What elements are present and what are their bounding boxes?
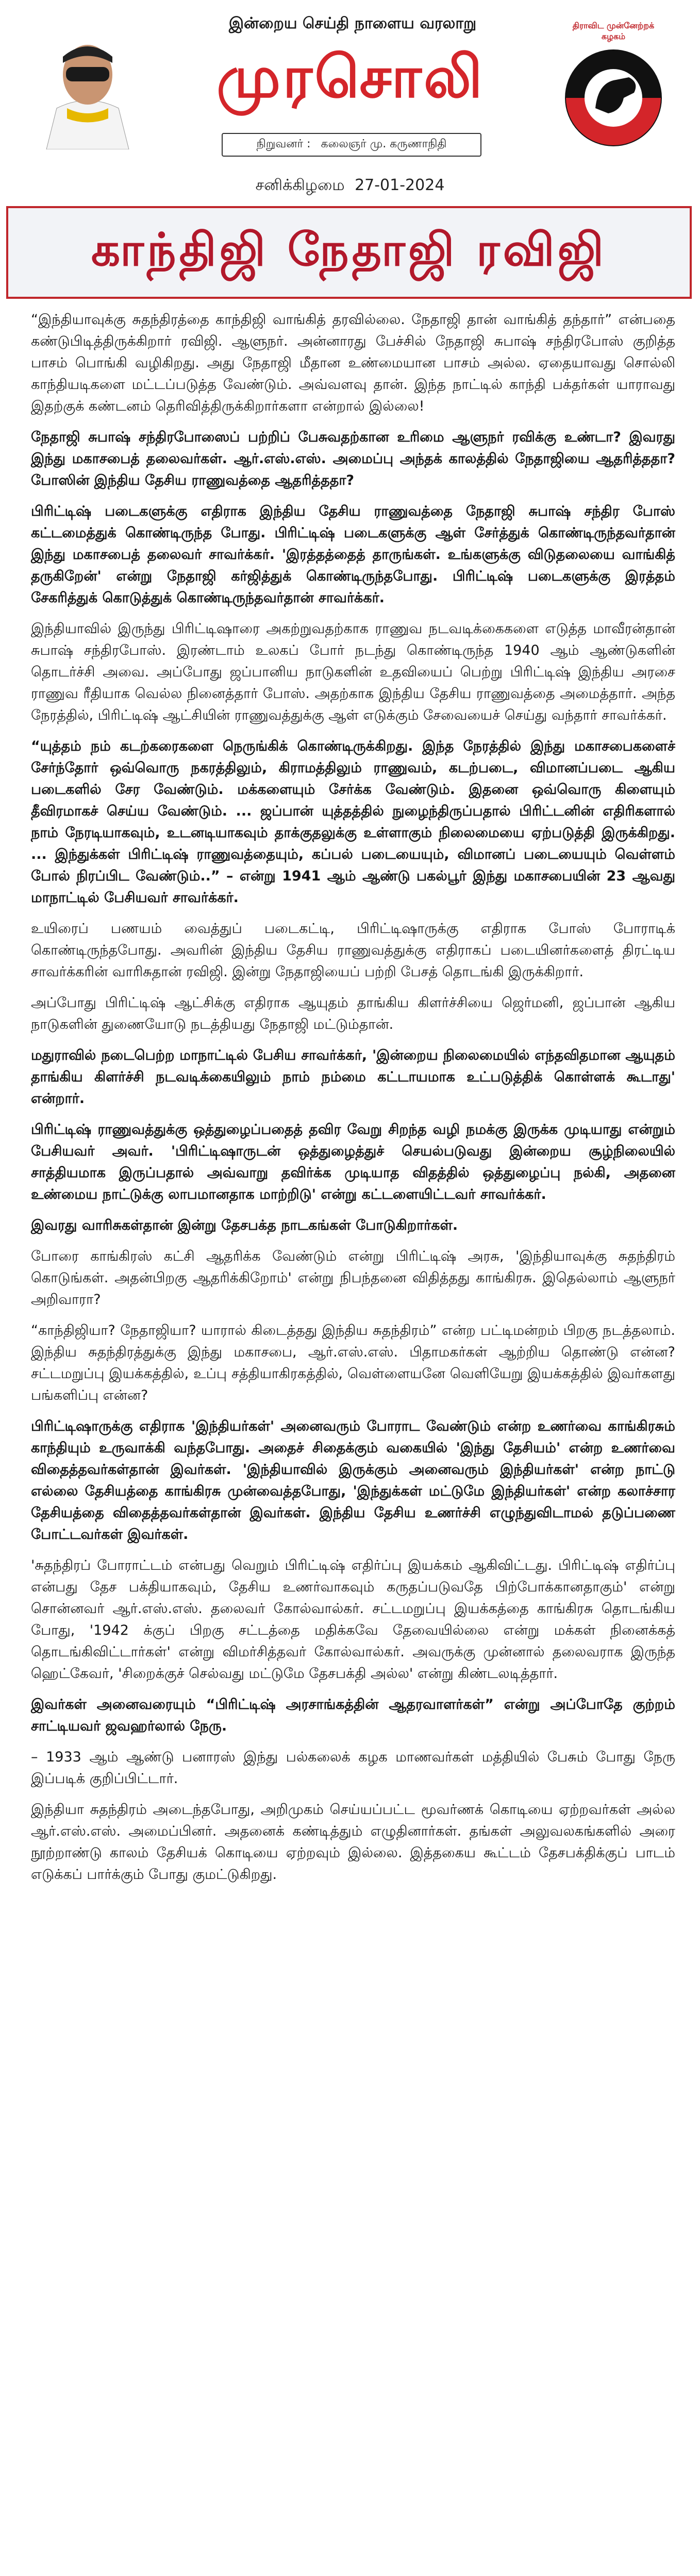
weekday: சனிக்கிழமை — [255, 176, 345, 194]
article-paragraph: “இந்தியாவுக்கு சுதந்திரத்தை காந்திஜி வாங்கித் தரவில்லை. நேதாஜி தான் வாங்கித் தந்தார்” என்பதை கண்டுபிடித்திருக்கிறார் ரவிஜி. ஆளுநர். அன்னாரது பேச்சில் நேதாஜி சுபாஷ் சந்திரபோஸ் குறித்த பாசம் பொங்கி வழிகிறது. அது நேதாஜி மீதான உண்மையான பாசம் அல்ல. ஏதையாவது சொல்லி காந்தியடிகளை மட்டப்படுத்த வேண்டும். அவ்வளவு தான். இந்த நாட்டில் காந்தி பக்தர்கள் யாராவது இதற்குக் கண்டனம் தெரிவித்திருக்கிறார்களா என்றால் இல்லை! — [31, 312, 675, 414]
article-paragraph: அப்போது பிரிட்டிஷ் ஆட்சிக்கு எதிராக ஆயுதம் தாங்கிய கிளர்ச்சியை ஜெர்மனி, ஜப்பான் ஆகிய நாடுகளின் துணையோடு நடத்தியது நேதாஜி மட்டும்தான். — [31, 995, 675, 1032]
emblem-caption: திராவிட முன்னேற்றக் கழகம் — [572, 21, 655, 41]
newspaper-masthead: முரசொலி — [216, 44, 485, 111]
publish-date: 27-01-2024 — [355, 176, 445, 194]
article-paragraph: இந்தியாவில் இருந்து பிரிட்டிஷாரை அகற்றுவதற்காக ராணுவ நடவடிக்கைகளை எடுத்த மாவீரன்தான் சுபாஷ் சந்திரபோஸ். இரண்டாம் உலகப் போர் நடந்து கொண்டிருந்த 1940 ஆம் ஆண்டுகளின் தொடர்ச்சி அவை. அப்போது ஜப்பானிய நாடுகளின் உதவியைப் பெற்று பிரிட்டிஷ் இந்திய அரசை ராணுவ ரீதியாக வெல்ல நினைத்தார் போஸ். அதற்காக இந்திய தேசிய ராணுவத்தை அமைத்தார். அந்த நேரத்தில், பிரிட்டிஷ் ஆட்சியின் ராணுவத்துக்கு ஆள் எடுக்கும் சேவையைச் செய்து வந்தார் சாவர்க்கர். — [31, 621, 675, 723]
article-paragraph: பிரிட்டிஷ் படைகளுக்கு எதிராக இந்திய தேசிய ராணுவத்தை நேதாஜி சுபாஷ் சந்திர போஸ் கட்டமைத்துக் கொண்டிருந்த போது. பிரிட்டிஷ் படைகளுக்கு ஆள் சேர்த்துக் கொண்டிருந்தவர்தான் இந்து மகாசபைத் தலைவர் சாவர்க்கர். 'இரத்தத்தைத் தாருங்கள். உங்களுக்கு விடுதலையை வாங்கித் தருகிறேன்' என்று நேதாஜி கர்ஜித்துக் கொண்டிருந்தபோது. பிரிட்டிஷ் படைகளுக்கு இரத்தம் சேகரித்துக் கொடுத்துக் கொண்டிருந்தவர்தான் சாவர்க்கர். — [31, 503, 675, 606]
newspaper-header — [0, 0, 700, 170]
article-paragraph: நேதாஜி சுபாஷ் சந்திரபோஸைப் பற்றிப் பேசுவதற்கான உரிமை ஆளுநர் ரவிக்கு உண்டா? இவரது இந்து மகாசபைத் தலைவர்கள். ஆர்.எஸ்.எஸ். அமைப்பு அந்தக் காலத்தில் நேதாஜியை ஆதரித்ததா? போஸின் இந்திய தேசிய ராணுவத்தை ஆதரித்ததா? — [31, 429, 675, 488]
article-paragraph: – 1933 ஆம் ஆண்டு பனாரஸ் இந்து பல்கலைக் கழக மாணவர்கள் மத்தியில் பேசும் போது நேரு இப்படிக் குறிப்பிட்டார். — [31, 1749, 675, 1787]
article-paragraph: பிரிட்டிஷாருக்கு எதிராக 'இந்தியர்கள்' அனைவரும் போராட வேண்டும் என்ற உணர்வை காங்கிரசும் காந்தியும் உருவாக்கி வந்தபோது. அதைச் சிதைக்கும் வகையில் 'இந்து தேசியம்' என்ற உணர்வை விதைத்தவர்கள்தான் இவர்கள். 'இந்தியாவில் இருக்கும் அனைவரும் இந்தியர்கள்' என்ற நாட்டு எல்லை தேசியத்தை காங்கிரசு முன்வைத்தபோது, 'இந்துக்கள் மட்டுமே இந்தியர்கள்' என்ற கலாச்சார தேசியத்தை விதைத்தவர்கள்தான் இவர்கள். இந்திய தேசிய உணர்ச்சி எழுந்துவிடாமல் தடுப்பணை போட்டவர்கள் இவர்கள். — [31, 1418, 675, 1543]
article-body — [31, 309, 675, 1895]
headline: காந்திஜி நேதாஜி ரவிஜி — [91, 223, 607, 276]
headline-box — [6, 206, 692, 299]
dateline — [0, 176, 700, 196]
article-paragraph: பிரிட்டிஷ் ராணுவத்துக்கு ஒத்துழைப்பதைத் தவிர வேறு சிறந்த வழி நமக்கு இருக்க முடியாது என்றும் பேசியவர் அவர். 'பிரிட்டிஷாருடன் ஒத்துழைத்துச் செயல்படுவது இன்றைய சூழ்நிலையில் சாத்தியமாக இருப்பதால் அவ்வாறு தவிர்க்க முடியாத விதத்தில் ஒத்துழைப்பு நல்கி, அதனை உண்மைய நாட்டுக்கு லாபமானதாக மாற்றிடு' என்று கட்டளையிட்டவர் சாவர்க்கர். — [31, 1122, 675, 1202]
article-paragraph: இந்தியா சுதந்திரம் அடைந்தபோது, அறிமுகம் செய்யப்பட்ட மூவர்ணக் கொடியை ஏற்றவர்கள் அல்ல ஆர்.எஸ்.எஸ். அமைப்பினர். அதனைக் கண்டித்தும் எழுதினார்கள். தங்கள் அலுவலகங்களில் அரை நூற்றாண்டு காலம் தேசியக் கொடியை ஏற்றவும் இல்லை. இத்தகைய கூட்டம் தேசபக்திக்குப் பாடம் எடுக்கப் பார்க்கும் போது குமட்டுகிறது. — [31, 1802, 675, 1883]
article-paragraph: “யுத்தம் நம் கடற்கரைகளை நெருங்கிக் கொண்டிருக்கிறது. இந்த நேரத்தில் இந்து மகாசபைகளைச் சேர்ந்தோர் ஒவ்வொரு நகரத்திலும், கிராமத்திலும் ராணுவம், கடற்படை, விமானப்படை ஆகிய படைகளில் சேர வேண்டும். மக்களையும் சேர்க்க வேண்டும். இதனை ஒவ்வொரு கிளையும் தீவிரமாகச் செய்ய வேண்டும். ... ஜப்பான் யுத்தத்தில் நுழைந்திருப்பதால் பிரிட்டனின் எதிரிகளால் நாம் நேரடியாகவும், உடனடியாகவும் தாக்குதலுக்கு உள்ளாகும் நிலைமையை ஏற்படுத்தி இருக்கிறது. ... இந்துக்கள் பிரிட்டிஷ் ராணுவத்தையும், கப்பல் படையையும், விமானப் படையையும் வெள்ளம் போல் நிரப்பிட வேண்டும்..” – என்று 1941 ஆம் ஆண்டு பகல்பூர் இந்து மகாசபையின் 23 ஆவது மாநாட்டில் பேசியவர் சாவர்க்கர். — [31, 738, 675, 906]
editor-label: நிறுவனர் : — [256, 138, 311, 150]
article-paragraph: “காந்திஜியா? நேதாஜியா? யாரால் கிடைத்தது இந்திய சுதந்திரம்” என்ற பட்டிமன்றம் பிறகு நடத்தலாம். இந்திய சுதந்திரத்துக்கு இந்து மகாசபை, ஆர்.எஸ்.எஸ். பிதாமகர்கள் ஆற்றிய தொண்டு என்ன? சட்டமறுப்பு இயக்கத்தில், உப்பு சத்தியாகிரகத்தில், வெள்ளையனே வெளியேறு இயக்கத்தில் இவர்களது பங்களிப்பு என்ன? — [31, 1323, 675, 1403]
editor-credit — [222, 133, 481, 157]
founder-portrait — [36, 21, 139, 149]
article-paragraph: மதுராவில் நடைபெற்ற மாநாட்டில் பேசிய சாவர்க்கர், 'இன்றைய நிலைமையில் எந்தவிதமான ஆயுதம் தாங்கிய கிளர்ச்சி நடவடிக்கையிலும் நாம் நம்மை கட்டாயமாக உட்படுத்திக் கொள்ளக் கூடாது' என்றார். — [31, 1047, 675, 1107]
article-paragraph: போரை காங்கிரஸ் கட்சி ஆதரிக்க வேண்டும் என்று பிரிட்டிஷ் அரசு, 'இந்தியாவுக்கு சுதந்திரம் கொடுங்கள். அதன்பிறகு ஆதரிக்கிறோம்' என்று நிபந்தனை விதித்தது காங்கிரசு. இதெல்லாம் ஆளுநர் அறிவாரா? — [31, 1248, 675, 1308]
article-paragraph: 'சுதந்திரப் போராட்டம் என்பது வெறும் பிரிட்டிஷ் எதிர்ப்பு இயக்கம் ஆகிவிட்டது. பிரிட்டிஷ் எதிர்ப்பு என்பது தேச பக்தியாகவும், தேசிய உணர்வாகவும் கருதப்படுவதே பிற்போக்கானதாகும்' என்று சொன்னவர் ஆர்.எஸ்.எஸ். தலைவர் கோல்வால்கர். சட்டமறுப்பு இயக்கத்தை காங்கிரசு தொடங்கிய போது, '1942 க்குப் பிறகு சட்டத்தை மதிக்கவே தேவையில்லை என்று மக்கள் நினைக்கத் தொடங்கிவிட்டார்கள்' என்று விமர்சித்தவர் கோல்வால்கர். அவருக்கு முன்னால் தலைவராக இருந்த ஹெட்கேவர், 'சிறைக்குச் செல்வது மட்டுமே தேசபக்தி அல்ல' என்று கிண்டலடித்தார். — [31, 1557, 675, 1682]
newspaper-tagline: இன்றைய செய்தி நாளைய வரலாறு — [228, 14, 477, 32]
editor-name: கலைஞர் மு. கருணாநிதி — [321, 138, 447, 150]
article-paragraph: இவரது வாரிசுகள்தான் இன்று தேசபக்த நாடகங்கள் போடுகிறார்கள். — [31, 1217, 458, 1233]
article-paragraph: இவர்கள் அனைவரையும் “பிரிட்டிஷ் அரசாங்கத்தின் ஆதரவாளர்கள்” என்று அப்போதே குற்றம் சாட்டியவர் ஜவஹர்லால் நேரு. — [31, 1697, 675, 1734]
article-paragraph: உயிரைப் பணயம் வைத்துப் படைகட்டி, பிரிட்டிஷாருக்கு எதிராக போஸ் போராடிக் கொண்டிருந்தபோது. அவரின் இந்திய தேசிய ராணுவத்துக்கு எதிராகப் படையினர்களைத் திரட்டிய சாவர்க்கரின் வாரிசுதான் ரவிஜி. இன்று நேதாஜியைப் பற்றி பேசத் தொடங்கி இருக்கிறார். — [31, 921, 675, 980]
